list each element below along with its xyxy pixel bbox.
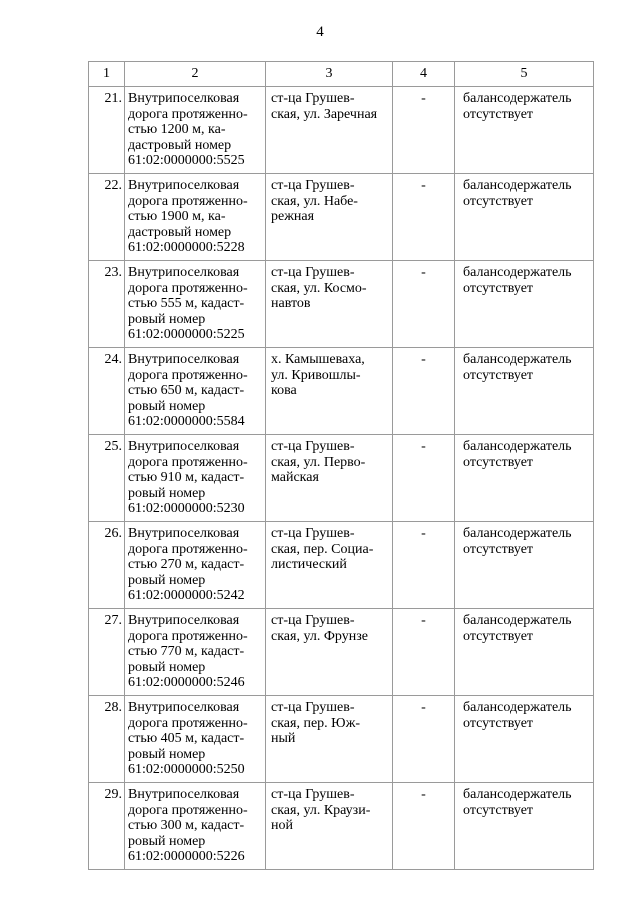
row-number: 26. [89,522,125,609]
column-header-number: 1 [89,62,125,87]
balance-holder: балансодержатель отсутствует [455,783,594,870]
road-description: Внутрипоселковая дорога протяженно- стью 1900 м, ка- дастровый номер 61:02:0000000:5228 [125,174,266,261]
road-location: ст-ца Грушев- ская, пер. Юж- ный [266,696,393,783]
column4-value: - [393,696,455,783]
road-location: ст-ца Грушев- ская, ул. Космо- навтов [266,261,393,348]
row-number: 21. [89,87,125,174]
table-row [89,522,594,609]
road-location: ст-ца Грушев- ская, ул. Перво- майская [266,435,393,522]
balance-holder: балансодержатель отсутствует [455,609,594,696]
road-location: ст-ца Грушев- ская, ул. Набе- режная [266,174,393,261]
road-location: ст-ца Грушев- ская, пер. Социа- листический [266,522,393,609]
column4-value: - [393,87,455,174]
balance-holder: балансодержатель отсутствует [455,174,594,261]
row-number: 28. [89,696,125,783]
road-location: х. Камышеваха, ул. Кривошлы- кова [266,348,393,435]
column-header-location: 3 [266,62,393,87]
property-registry-table [88,61,594,870]
road-location: ст-ца Грушев- ская, ул. Фрунзе [266,609,393,696]
road-description: Внутрипоселковая дорога протяженно- стью 300 м, кадаст- ровый номер 61:02:0000000:5226 [125,783,266,870]
row-number: 25. [89,435,125,522]
row-number: 27. [89,609,125,696]
balance-holder: балансодержатель отсутствует [455,348,594,435]
row-number: 24. [89,348,125,435]
page-number: 4 [316,24,324,40]
table-row [89,87,594,174]
column4-value: - [393,783,455,870]
column4-value: - [393,609,455,696]
road-description: Внутрипоселковая дорога протяженно- стью 405 м, кадаст- ровый номер 61:02:0000000:5250 [125,696,266,783]
road-description: Внутрипоселковая дорога протяженно- стью 770 м, кадаст- ровый номер 61:02:0000000:5246 [125,609,266,696]
road-description: Внутрипоселковая дорога протяженно- стью 650 м, кадаст- ровый номер 61:02:0000000:5584 [125,348,266,435]
table-header-row [89,62,594,87]
road-description: Внутрипоселковая дорога протяженно- стью 555 м, кадаст- ровый номер 61:02:0000000:5225 [125,261,266,348]
table-row [89,261,594,348]
road-description: Внутрипоселковая дорога протяженно- стью 1200 м, ка- дастровый номер 61:02:0000000:5525 [125,87,266,174]
road-location: ст-ца Грушев- ская, ул. Краузи- ной [266,783,393,870]
table-row [89,348,594,435]
column4-value: - [393,522,455,609]
row-number: 29. [89,783,125,870]
road-description: Внутрипоселковая дорога протяженно- стью 910 м, кадаст- ровый номер 61:02:0000000:5230 [125,435,266,522]
column4-value: - [393,174,455,261]
balance-holder: балансодержатель отсутствует [455,261,594,348]
balance-holder: балансодержатель отсутствует [455,522,594,609]
balance-holder: балансодержатель отсутствует [455,87,594,174]
table-row [89,174,594,261]
table-row [89,783,594,870]
column4-value: - [393,435,455,522]
table-row [89,696,594,783]
row-number: 22. [89,174,125,261]
column-header-col4: 4 [393,62,455,87]
road-description: Внутрипоселковая дорога протяженно- стью 270 м, кадаст- ровый номер 61:02:0000000:5242 [125,522,266,609]
balance-holder: балансодержатель отсутствует [455,696,594,783]
road-location: ст-ца Грушев- ская, ул. Заречная [266,87,393,174]
column-header-description: 2 [125,62,266,87]
table-row [89,609,594,696]
balance-holder: балансодержатель отсутствует [455,435,594,522]
column4-value: - [393,261,455,348]
row-number: 23. [89,261,125,348]
column4-value: - [393,348,455,435]
table-row [89,435,594,522]
column-header-holder: 5 [455,62,594,87]
